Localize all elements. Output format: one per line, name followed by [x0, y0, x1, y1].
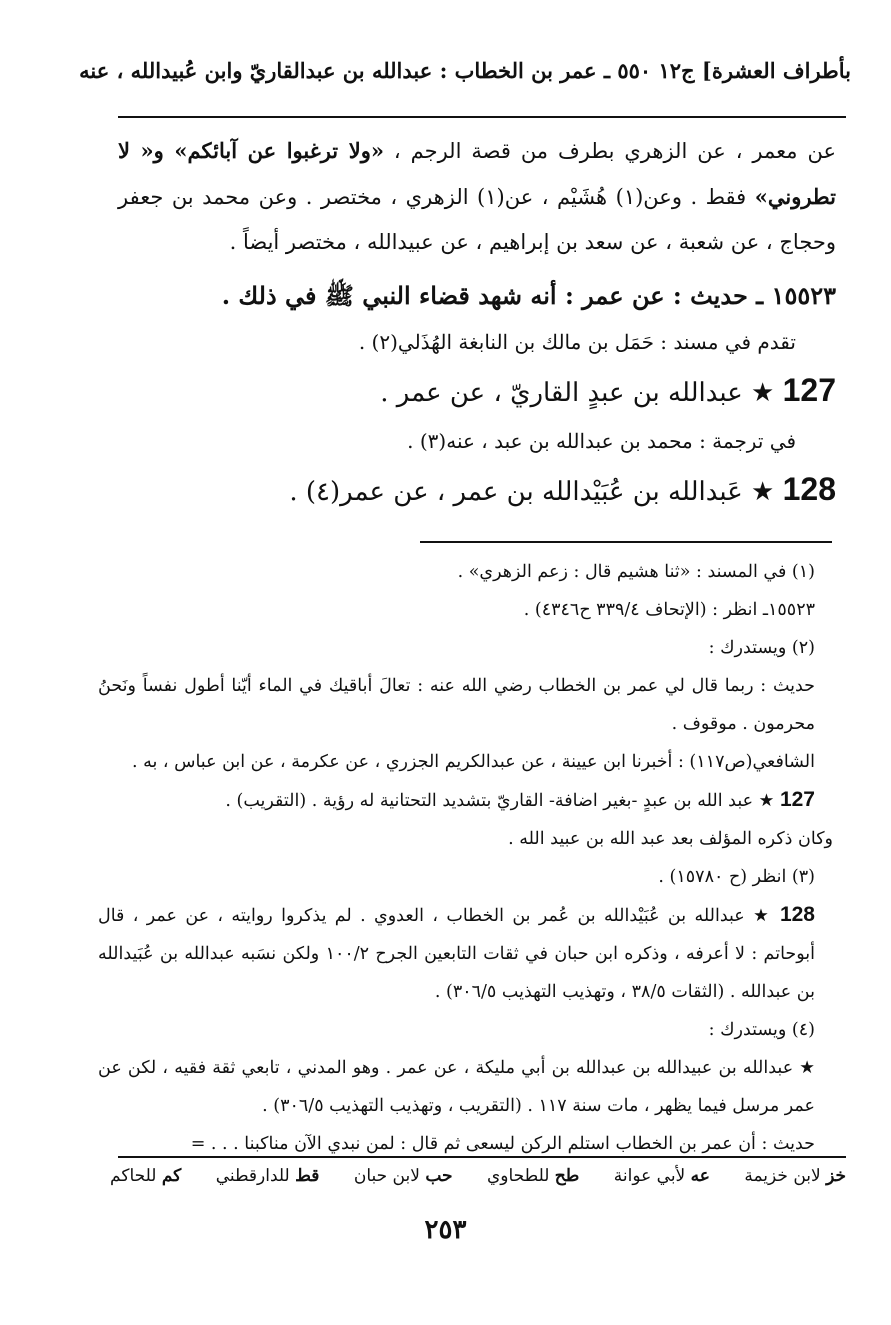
entry-128-heading: [118, 462, 836, 519]
abbreviation-item: حب لابن حبان: [353, 1166, 453, 1186]
star-icon: ★: [758, 791, 775, 811]
footnote-127-note: وكان ذكره المؤلف بعد عبد الله بن عبيد الله .: [508, 829, 833, 849]
running-header: بأطراف العشرة] ج١٢ ٥٥٠ ـ عمر بن الخطاب : عبدالله بن عبدالقاريّ وابن عُبيدالله ، عنه: [79, 58, 851, 83]
entry-127-text: عبدالله بن عبدٍ القاريّ ، عن عمر .: [380, 378, 743, 408]
abbreviation-item: قط للدارقطني: [215, 1166, 320, 1186]
entry-127-heading: [118, 363, 836, 420]
entry-127-reference: في ترجمة : محمد بن عبدالله بن عبد ، عنه(٣) .: [407, 429, 796, 453]
footnote-128-number: 128: [779, 903, 815, 926]
footnote-127-text: عبد الله بن عبدٍ -بغير اضافة- القاريّ بتشديد التحتانية له رؤية . (التقريب) .: [225, 791, 754, 811]
entry-128-text: عَبدالله بن عُبَيْدالله بن عمر ، عن عمر(٤) .: [289, 477, 743, 507]
footnote-4: (٤) ويستدرك :: [708, 1020, 815, 1040]
footnote-2: (٢) ويستدرك :: [708, 638, 815, 658]
footnotes: [98, 553, 833, 1163]
footnote-128-text: عبدالله بن عُبَيْدالله بن عُمر بن الخطاب ، العدوي . لم يذكروا روايته ، عن عمر ، قال أبوحاتم : لا أعرفه ، وذكره ابن حبان في ثقات التابعين الجرح ١٠٠/٢ ولكن نسَبه عبدالله بن عُبَيدالله بن عبدالله . (الثقات ٣٨/٥ ، وتهذيب التهذيب ٣٠٦/٥) .: [98, 906, 815, 1002]
header-rule: [118, 116, 846, 118]
hadith-heading: ١٥٥٢٣ ـ حديث : عن عمر : أنه شهد قضاء النبي ﷺ في ذلك .: [221, 281, 836, 310]
entry-128-number: 128: [782, 471, 836, 507]
footnote-2-hadith: حديث : ربما قال لي عمر بن الخطاب رضي الله عنه : تعالَ أباقيك في الماء أيّنا أطول نفساً ونَحنُ محرمون . موقوف .: [98, 676, 815, 734]
footnote-4-hadith: حديث : أن عمر بن الخطاب استلم الركن ليسعى ثم قال : لمن نبدي الآن مناكبنا . . . =: [190, 1134, 815, 1154]
abbreviations-legend: [110, 1166, 846, 1186]
abbreviation-item: خز لابن خزيمة: [744, 1166, 846, 1186]
hadith-reference: تقدم في مسند : حَمَل بن مالك بن النابغة الهُذَلي(٢) .: [358, 330, 796, 354]
para1-line2: فقط . وعن(١) هُشَيْم ، عن(١) الزهري ، مختصر . وعن محمد بن جعفر وحجاج ، عن شعبة ، عن سعد بن إبراهيم ، عن عبيدالله ، مختصر أيضاً .: [118, 185, 836, 254]
abbreviation-item: طح للطحاوي: [486, 1166, 580, 1186]
footnote-127: [98, 781, 815, 820]
footnote-1-ref: ١٥٥٢٣ـ انظر : (الإتحاف ٣٣٩/٤ ح٤٣٤٦) .: [523, 600, 815, 620]
footnote-4-entry: ★ عبدالله بن عبيدالله بن عبدالله بن أبي مليكة ، عن عمر . وهو المدني ، تابعي ثقة فقيه ، لكن عن عمر مرسل فيما يظهر ، مات سنة ١١٧ . (التقريب ، وتهذيب التهذيب ٣٠٦/٥) .: [98, 1058, 815, 1116]
para1-line1: عن معمر ، عن الزهري بطرف من قصة الرجم ،: [383, 139, 836, 163]
footnote-1: (١) في المسند : «ثنا هشيم قال : زعم الزهري» .: [457, 562, 815, 582]
entry-127-number: 127: [782, 372, 836, 408]
paragraph-1: [118, 128, 836, 265]
abbreviations-rule: [118, 1156, 846, 1158]
footnote-127-number: 127: [779, 788, 815, 811]
footnote-rule: [420, 541, 832, 543]
footnote-128: [98, 896, 815, 1011]
page-number: ٢٥٣: [424, 1215, 467, 1245]
star-icon: ★: [751, 477, 775, 507]
footnote-2-source: الشافعي(ص١١٧) : أخبرنا ابن عيينة ، عن عبدالكريم الجزري ، عن عكرمة ، عن ابن عباس ، به .: [131, 752, 815, 772]
main-text: [118, 128, 836, 519]
para1-bold-quote: «ولا ترغبوا عن آبائكم» و« لا تطروني»: [118, 138, 836, 209]
abbreviation-item: كم للحاكم: [110, 1166, 182, 1186]
footnote-3: (٣) انظر (ح ١٥٧٨٠) .: [658, 867, 815, 887]
star-icon: ★: [753, 906, 772, 926]
star-icon: ★: [751, 378, 775, 408]
abbreviation-item: عه لأبي عوانة: [613, 1166, 710, 1186]
